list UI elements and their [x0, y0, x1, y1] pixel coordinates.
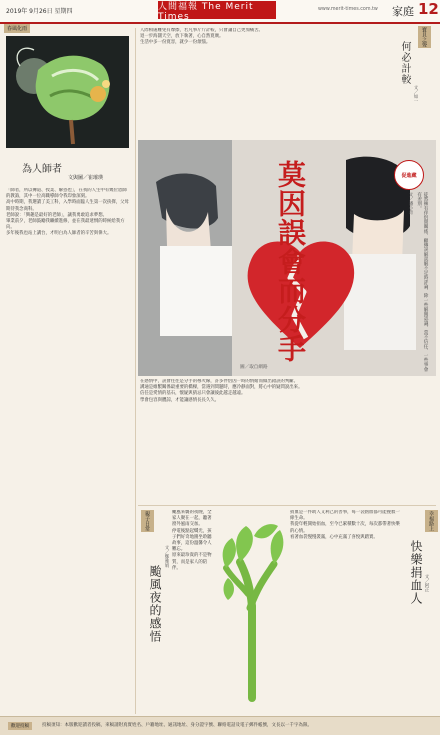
page-footer: [0, 716, 440, 735]
footer-label: 歡迎投稿: [8, 722, 32, 730]
paragraph-top-1: 人際相處難免有摩擦，若凡事斤斤計較，只會讓自己更加痛苦。: [140, 28, 263, 33]
feature-subtitle: 徒然擁有伴侶間關係，顧傳誤解誤解不足時評論，除一些解開認識，當不信任、一些事會有差別。: [416, 192, 428, 372]
paragraph-left-1: 「師者，所以傳道、授業、解惑也」，在我的人生中有幾位恩師的教誨，其中一位高職導師令我印象深刻。: [6, 188, 127, 200]
footer-notice: 投稿須知：本版歡迎讀者投稿，來稿請附真實姓名、戶籍地址、通訊地址、身分證字號、聯絡電話及電子郵件帳號，文長以一千字為限。: [42, 723, 312, 728]
bottom-right-paragraph-3: 看著血袋慢慢裝滿，心中充滿了喜悅與踏實。: [290, 534, 378, 540]
paragraph-left-2: 高中時期，我選讀了美工科，入學時面臨人生第一次抉擇，父母期待我念商科。: [6, 200, 129, 212]
newspaper-logo: 人間福報 The Merit Times: [158, 1, 276, 19]
feature-badge: 促進藏: [394, 160, 424, 190]
paragraph-left-4: 畢業前夕，老師鼓勵我繼續進修，並在我最迷惘的時候給我方向。: [6, 219, 125, 231]
section-tag-bottom-right: 幸福路上: [425, 510, 438, 532]
section-divider-bottom: [138, 505, 436, 506]
paragraph-left-3: 老師說：「興趣是最好的老師」，讓我勇敢追求夢想。: [6, 212, 107, 218]
feature-author: 文／潘小奇: [408, 192, 413, 215]
bottom-left-paragraph-2: 停電後點起燭光，孩子們好奇地圍坐聆聽故事，這份溫馨令人難忘。: [172, 528, 212, 553]
section-tag-bottom-left: 親子日常: [141, 510, 154, 532]
page-header: [0, 0, 440, 24]
section-tag-top-right: 寶貝之聲: [418, 26, 431, 48]
tree-illustration: [218, 516, 284, 702]
top-right-title: 何必計較: [399, 41, 410, 85]
paragraph-left-5: 多年後我也站上講台，才明白為人師者的辛苦與偉大。: [6, 231, 112, 237]
feature-body: [140, 379, 436, 504]
section-tag-left: 春風化雨: [4, 24, 30, 33]
bottom-right-paragraph-1: 捐血是一件助人又利己的善事，每一袋熱血都可能挽救一條生命。: [290, 510, 400, 522]
bottom-right-paragraph-2: 我從年輕開始捐血，至今已累積數十次，每次都帶著快樂的心情。: [290, 522, 400, 534]
feature-article: [138, 140, 436, 376]
feature-title: 莫因誤會而分手: [274, 160, 307, 363]
feature-paragraph-4: 學會包容與體諒，才能讓感情長長久久。: [140, 397, 220, 403]
bottom-left-paragraph-1: 颱風來襲的夜晚，全家人聚在一起，聽著窗外風雨交加。: [172, 510, 212, 528]
teacher-lantern-illustration: [6, 36, 129, 148]
top-middle-body: [140, 28, 336, 136]
bottom-right-body: [290, 510, 402, 710]
feature-paragraph-1: 在感情中，誤會往往是分手的導火線，許多伴侶因一時的情緒而做出錯誤的判斷。: [140, 379, 299, 384]
photo-credit: 圖／取自網路: [240, 365, 268, 370]
bottom-left-title: 颱風夜的感悟: [148, 565, 162, 643]
page-number: 12: [418, 0, 439, 18]
issue-date: 2019年 9月26日 星期四: [6, 8, 73, 15]
feature-paragraph-2: 溝通是維繫關係最重要的橋樑，當遇到問題時，應冷靜面對，將心中的疑問說出來。: [140, 385, 303, 391]
article-title-left: 為人師者: [22, 164, 62, 175]
paragraph-top-2: 退一步海闊天空，放下執著，心自然寬廣。: [140, 34, 224, 40]
bottom-right-author: 文／阿正: [424, 574, 429, 592]
article-body-left: [6, 188, 129, 708]
tree-illustration-frame: [218, 516, 284, 702]
section-title: 家庭: [392, 5, 414, 18]
paragraph-top-3: 生活中多一份寬容，就少一份煩惱。: [140, 40, 211, 46]
bottom-left-paragraph-3: 原來最珍貴的不是物質，而是家人的陪伴。: [172, 553, 212, 571]
top-right-author: 文／如一: [413, 85, 418, 103]
bottom-right-title: 快樂捐血人: [409, 540, 423, 605]
feature-paragraph-3: 信任是愛情的基石，懷疑與猜忌只會讓彼此越走越遠。: [140, 391, 246, 397]
bottom-left-author: 文／鄭雅娟: [164, 545, 169, 568]
website-url[interactable]: www.merit-times.com.tw: [318, 7, 378, 12]
left-column: [4, 24, 131, 714]
illustration-frame: [6, 36, 129, 148]
column-divider-left: [135, 28, 136, 714]
bottom-left-body: [172, 510, 214, 710]
article-author-left: 文與圖／崔璀瑛: [68, 175, 104, 181]
